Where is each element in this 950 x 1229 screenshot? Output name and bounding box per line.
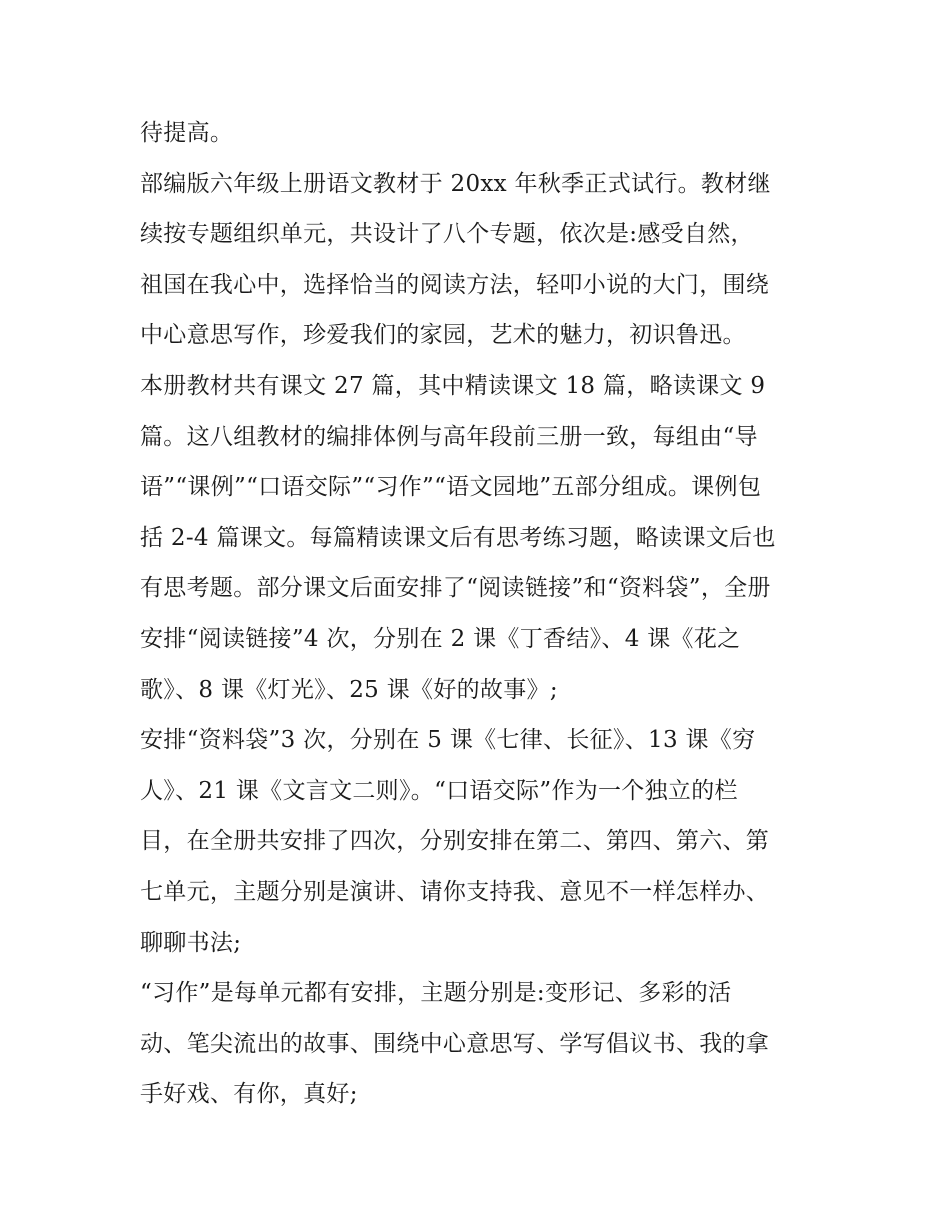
text-line: 动、笔尖流出的故事、围绕中心意思写、学写倡议书、我的拿 xyxy=(140,1030,770,1057)
text-line: 待提高。 xyxy=(140,120,234,146)
text-line: 括 2-4 篇课文。每篇精读课文后有思考练习题，略读课文后也 xyxy=(140,524,776,551)
text-line: 手好戏、有你，真好; xyxy=(140,1081,358,1108)
text-line: 歌》、8 课《灯光》、25 课《好的故事》; xyxy=(140,676,558,703)
text-line: 续按专题组织单元，共设计了八个专题，依次是:感受自然， xyxy=(140,221,754,248)
text-line: 安排“资料袋”3 次，分别在 5 课《七律、长征》、13 课《穷 xyxy=(140,727,756,754)
text-line: 语”“课例”“口语交际”“习作”“语文园地”五部分组成。课例包 xyxy=(140,474,762,501)
text-line: 祖国在我心中，选择恰当的阅读方法，轻叩小说的大门，围绕 xyxy=(140,271,770,298)
text-line: 聊聊书法; xyxy=(140,929,242,956)
text-line: 本册教材共有课文 27 篇，其中精读课文 18 篇，略读课文 9 xyxy=(140,372,766,399)
text-line: 安排“阅读链接”4 次，分别在 2 课《丁香结》、4 课《花之 xyxy=(140,625,741,652)
text-line: 人》、21 课《文言文二则》。“口语交际”作为一个独立的栏 xyxy=(140,777,738,804)
text-line: 中心意思写作，珍爱我们的家园，艺术的魅力，初识鲁迅。 xyxy=(140,322,746,349)
text-line: “习作”是每单元都有安排，主题分别是:变形记、多彩的活 xyxy=(140,980,732,1007)
body-text xyxy=(140,108,820,1120)
text-line: 目，在全册共安排了四次，分别安排在第二、第四、第六、第 xyxy=(140,828,770,855)
text-line: 有思考题。部分课文后面安排了“阅读链接”和“资料袋”，全册 xyxy=(140,575,771,602)
text-line: 部编版六年级上册语文教材于 20xx 年秋季正式试行。教材继 xyxy=(140,170,771,197)
text-line: 七单元，主题分别是演讲、请你支持我、意见不一样怎样办、 xyxy=(140,878,770,905)
text-line: 篇。这八组教材的编排体例与高年段前三册一致，每组由“导 xyxy=(140,423,758,450)
